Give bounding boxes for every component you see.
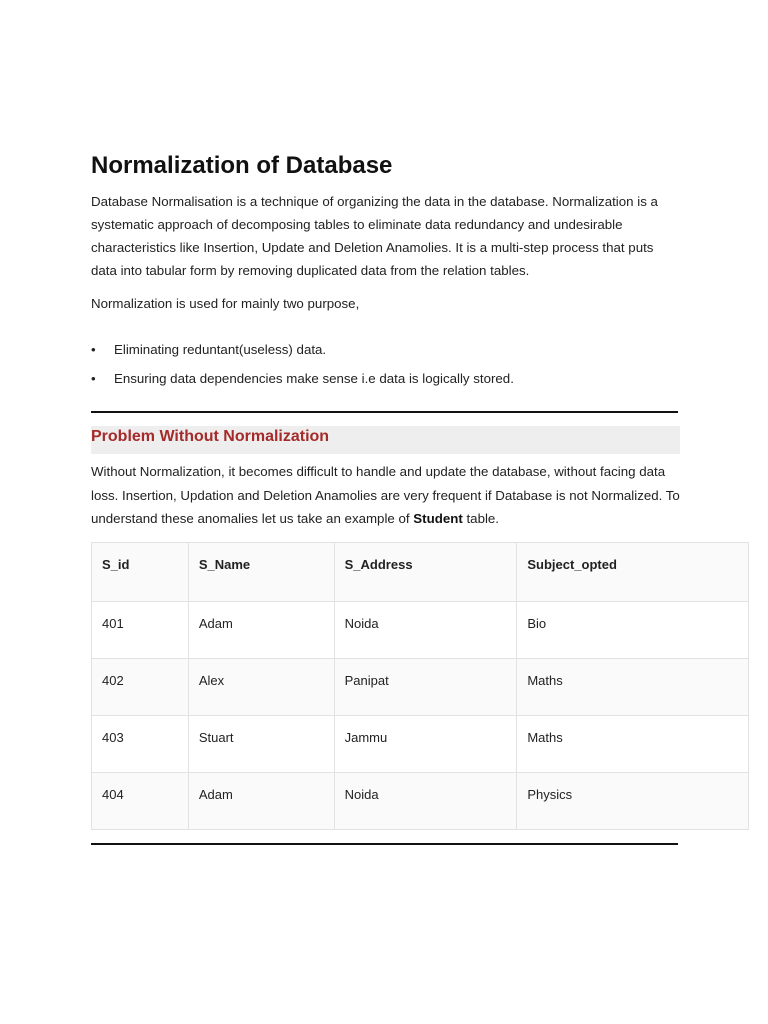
table-cell: Stuart [188,716,334,773]
bullet-icon: • [91,371,96,386]
table-cell: 401 [92,602,189,659]
column-header-s-id: S_id [92,543,189,602]
table-cell: Maths [517,659,749,716]
list-item-text: Eliminating reduntant(useless) data. [114,342,327,357]
bullet-icon: • [91,342,96,357]
table-header-row [92,543,749,602]
table-cell: Adam [188,602,334,659]
table-cell: 403 [92,716,189,773]
purpose-list [91,335,678,393]
table-cell: Noida [334,773,517,830]
table-cell: Bio [517,602,749,659]
table-cell: Adam [188,773,334,830]
student-keyword: Student [413,511,463,526]
section-divider-bottom [91,843,678,845]
table-cell: Maths [517,716,749,773]
table-cell: 404 [92,773,189,830]
section-paragraph [91,460,691,531]
section-text-after: table. [462,511,500,526]
intro-paragraph: Database Normalisation is a technique of organizing the data in the database. Normalization is a systematic approach of decomposing tables to eliminate data redundancy and undesirable characteristics like Insertion, Update and Deletion Anamolies. It is a multi-step process that puts data into tabular form by removing duplicated data from the relation tables. [91,194,658,278]
table-row [92,659,749,716]
purpose-paragraph: Normalization is used for mainly two purpose, [91,296,360,311]
table-cell: Noida [334,602,517,659]
column-header-s-address: S_Address [334,543,517,602]
table-cell: Jammu [334,716,517,773]
section-divider-top [91,411,678,413]
list-item [91,364,678,393]
section-heading: Problem Without Normalization [91,426,680,454]
column-header-s-name: S_Name [188,543,334,602]
student-table [91,542,749,830]
table-cell: Alex [188,659,334,716]
table-cell: Physics [517,773,749,830]
table-row [92,602,749,659]
section-text-before: Without Normalization, it becomes difficult to handle and update the database, without facing data loss. Insertion, Updation and Deletion Anamolies are very frequent if Database is not Normalized. To understand these anomalies let us take an example of [91,464,680,526]
page-title: Normalization of Database [91,152,393,179]
column-header-subject-opted: Subject_opted [517,543,749,602]
table-row [92,716,749,773]
table-cell: Panipat [334,659,517,716]
table-row [92,773,749,830]
table-cell: 402 [92,659,189,716]
document-page [91,150,678,531]
list-item-text: Ensuring data dependencies make sense i.e data is logically stored. [114,371,514,386]
list-item [91,335,678,364]
